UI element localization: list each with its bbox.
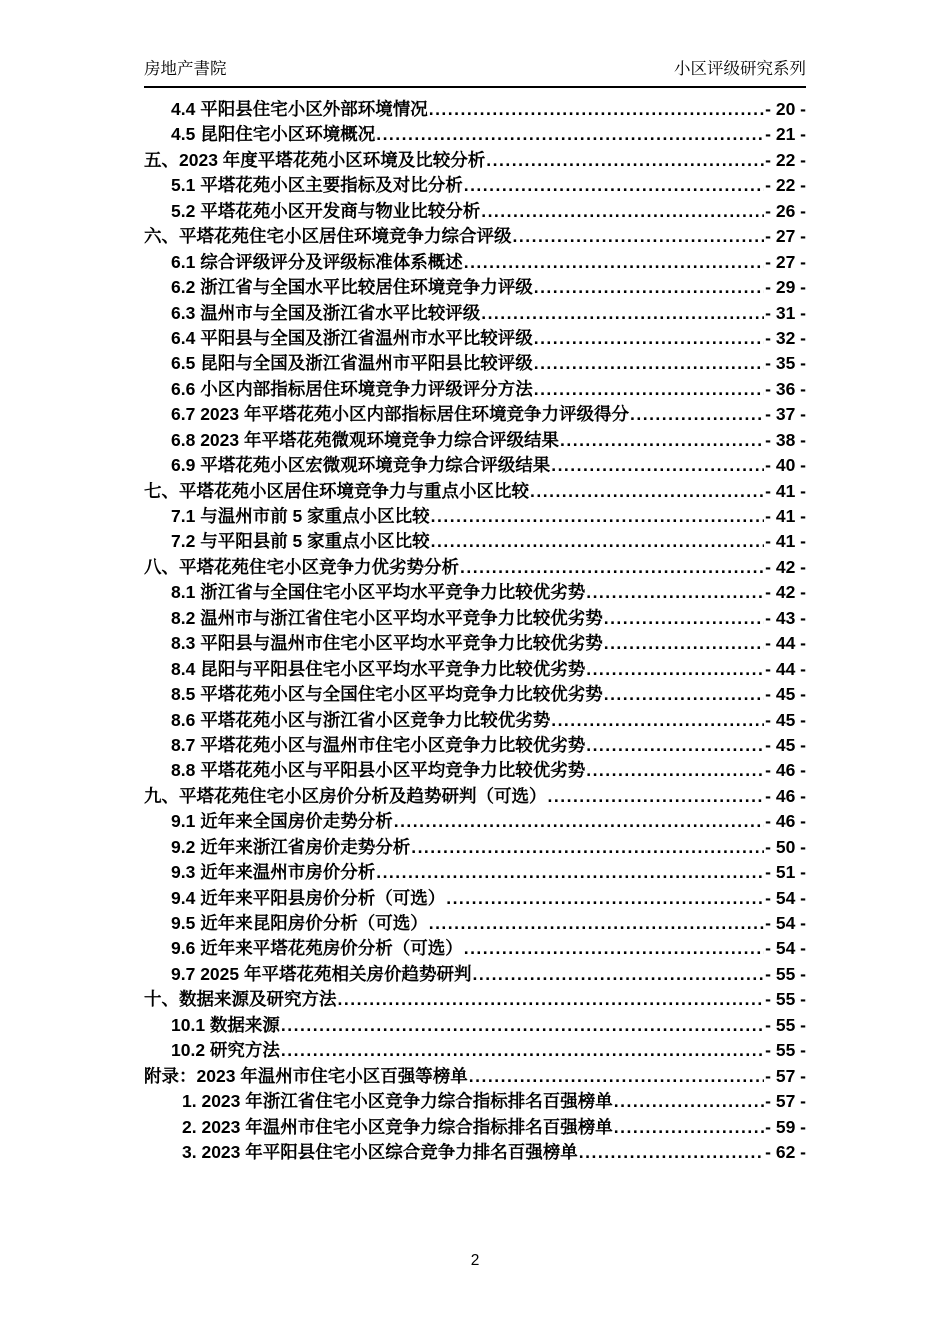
toc-entry-title: 10.1 数据来源 xyxy=(171,1014,280,1035)
toc-entry xyxy=(144,173,806,198)
toc-entry-page-number: - 42 - xyxy=(765,582,806,603)
toc-entry xyxy=(144,428,806,453)
toc-leader-dots xyxy=(394,809,764,834)
toc-entry-title: 9.5 近年来昆阳房价分析（可选） xyxy=(171,913,428,933)
toc-entry xyxy=(144,529,806,554)
toc-entry-title: 1. 2023 年浙江省住宅小区竞争力综合指标排名百强榜单 xyxy=(182,1091,613,1112)
toc-entry-title: 5.1 平塔花苑小区主要指标及对比分析 xyxy=(171,175,463,196)
toc-leader-dots xyxy=(513,224,765,249)
toc-entry-title: 十、数据来源及研究方法 xyxy=(144,989,337,1010)
toc-entry xyxy=(144,1038,806,1063)
toc-leader-dots xyxy=(534,326,764,351)
toc-entry xyxy=(144,1140,806,1165)
toc-leader-dots xyxy=(604,631,764,656)
toc-leader-dots xyxy=(614,1115,764,1140)
toc-entry xyxy=(144,301,806,326)
toc-leader-dots xyxy=(411,835,764,860)
toc-entry-title: 8.7 平塔花苑小区与温州市住宅小区竞争力比较优劣势 xyxy=(171,734,586,755)
toc-entry-page-number: - 46 - xyxy=(765,785,806,806)
toc-entry xyxy=(144,275,806,300)
toc-entry xyxy=(144,122,806,147)
toc-entry-title: 6.2 浙江省与全国水平比较居住环境竞争力评级 xyxy=(171,277,533,298)
toc-entry-page-number: - 32 - xyxy=(765,327,806,348)
toc-entry-title: 附录：2023 年温州市住宅小区百强等榜单 xyxy=(144,1065,468,1086)
toc-entry-title: 九、平塔花苑住宅小区房价分析及趋势研判（可选） xyxy=(144,785,547,806)
toc-entry-page-number: - 36 - xyxy=(765,378,806,399)
toc-leader-dots xyxy=(481,199,764,224)
toc-entry xyxy=(144,97,806,122)
toc-entry-title: 6.6 小区内部指标居住环境竞争力评级评分方法 xyxy=(171,378,533,399)
page-footer xyxy=(0,1252,950,1270)
toc-entry-page-number: - 45 - xyxy=(765,709,806,730)
toc-entry-page-number: - 22 - xyxy=(765,175,806,196)
toc-entry-page-number: - 55 - xyxy=(765,1040,806,1061)
toc-entry-page-number: - 38 - xyxy=(765,429,806,450)
toc-entry-title: 6.4 平阳县与全国及浙江省温州市水平比较评级 xyxy=(171,327,533,348)
toc-leader-dots xyxy=(604,606,764,631)
toc-leader-dots xyxy=(464,936,764,961)
toc-entry-title: 六、平塔花苑住宅小区居住环境竞争力综合评级 xyxy=(144,226,512,247)
toc-entry-page-number: - 54 - xyxy=(765,938,806,959)
toc-entry-page-number: - 45 - xyxy=(765,734,806,755)
toc-entry-page-number: - 46 - xyxy=(765,760,806,781)
toc-entry-page-number: - 41 - xyxy=(765,506,806,526)
toc-leader-dots xyxy=(431,529,764,554)
toc-leader-dots xyxy=(551,708,764,733)
toc-entry xyxy=(144,606,806,631)
toc-entry-page-number: - 44 - xyxy=(765,658,806,679)
toc-entry-title: 9.7 2025 年平塔花苑相关房价趋势研判 xyxy=(171,963,472,984)
toc-entry-title: 6.3 温州市与全国及浙江省水平比较评级 xyxy=(171,302,481,323)
toc-leader-dots xyxy=(534,377,764,402)
toc-entry-title: 6.9 平塔花苑小区宏微观环境竞争力综合评级结果 xyxy=(171,455,551,476)
toc-entry xyxy=(144,555,806,580)
toc-entry xyxy=(144,860,806,885)
toc-leader-dots xyxy=(604,682,764,707)
toc-entry-title: 4.5 昆阳住宅小区环境概况 xyxy=(171,124,376,145)
toc-leader-dots xyxy=(586,657,764,682)
toc-entry xyxy=(144,1013,806,1038)
toc-entry xyxy=(144,351,806,376)
toc-entry-page-number: - 21 - xyxy=(765,124,806,145)
toc-leader-dots xyxy=(376,122,764,147)
toc-entry-page-number: - 57 - xyxy=(765,1065,806,1086)
toc-entry-title: 5.2 平塔花苑小区开发商与物业比较分析 xyxy=(171,200,481,221)
toc-entry xyxy=(144,936,806,961)
footer-page-number: 2 xyxy=(470,1252,480,1269)
toc-entry-page-number: - 35 - xyxy=(765,353,806,374)
toc-leader-dots xyxy=(534,275,764,300)
toc-entry-title: 8.6 平塔花苑小区与浙江省小区竞争力比较优劣势 xyxy=(171,709,551,730)
toc-leader-dots xyxy=(481,301,764,326)
toc-entry-page-number: - 37 - xyxy=(765,404,806,425)
toc-entry-title: 6.7 2023 年平塔花苑小区内部指标居住环境竞争力评级得分 xyxy=(171,404,629,425)
toc-leader-dots xyxy=(579,1140,764,1165)
toc-entry xyxy=(144,708,806,733)
toc-entry-title: 8.5 平塔花苑小区与全国住宅小区平均竞争力比较优劣势 xyxy=(171,684,603,705)
toc-entry-title: 6.8 2023 年平塔花苑微观环境竞争力综合评级结果 xyxy=(171,429,559,450)
toc-entry-page-number: - 27 - xyxy=(765,251,806,272)
toc-leader-dots xyxy=(472,962,764,987)
toc-entry-page-number: - 20 - xyxy=(765,99,806,119)
toc-entry-page-number: - 55 - xyxy=(765,989,806,1010)
toc-entry-page-number: - 41 - xyxy=(765,531,806,552)
toc-entry-page-number: - 31 - xyxy=(765,302,806,323)
toc-entry-title: 7.1 与温州市前 5 家重点小区比较 xyxy=(171,506,430,526)
toc-entry xyxy=(144,250,806,275)
toc-entry-title: 9.1 近年来全国房价走势分析 xyxy=(171,811,393,832)
toc-entry-page-number: - 41 - xyxy=(765,480,806,501)
toc-entry-title: 七、平塔花苑小区居住环境竞争力与重点小区比较 xyxy=(144,480,529,501)
toc-leader-dots xyxy=(586,580,764,605)
toc-entry-title: 8.3 平阳县与温州市住宅小区平均水平竞争力比较优劣势 xyxy=(171,633,603,654)
toc-leader-dots xyxy=(460,555,764,580)
toc-leader-dots xyxy=(548,784,765,809)
toc-entry xyxy=(144,809,806,834)
toc-entry-title: 6.1 综合评级评分及评级标准体系概述 xyxy=(171,251,463,272)
toc-leader-dots xyxy=(630,402,764,427)
toc-entry xyxy=(144,199,806,224)
toc-entry xyxy=(144,987,806,1012)
toc-entry xyxy=(144,835,806,860)
toc-leader-dots xyxy=(464,173,764,198)
toc-entry-page-number: - 54 - xyxy=(765,913,806,933)
toc-entry xyxy=(144,631,806,656)
toc-entry xyxy=(144,402,806,427)
toc-entry-title: 八、平塔花苑住宅小区竞争力优劣势分析 xyxy=(144,556,459,577)
toc-entry-title: 8.2 温州市与浙江省住宅小区平均水平竞争力比较优劣势 xyxy=(171,607,603,628)
toc-entry xyxy=(144,224,806,249)
toc-entry xyxy=(144,580,806,605)
toc-leader-dots xyxy=(431,504,764,529)
page-header xyxy=(144,58,806,88)
toc-entry-title: 五、2023 年度平塔花苑小区环境及比较分析 xyxy=(144,149,486,170)
toc-entry-title: 7.2 与平阳县前 5 家重点小区比较 xyxy=(171,531,430,552)
toc-entry xyxy=(144,1089,806,1114)
toc-leader-dots xyxy=(429,911,764,936)
toc-entry-page-number: - 43 - xyxy=(765,607,806,628)
toc-leader-dots xyxy=(469,1064,764,1089)
toc-leader-dots xyxy=(614,1089,764,1114)
toc-entry xyxy=(144,733,806,758)
toc-entry xyxy=(144,1064,806,1089)
toc-leader-dots xyxy=(446,886,764,911)
toc-leader-dots xyxy=(586,733,764,758)
toc-leader-dots xyxy=(338,987,765,1012)
toc-leader-dots xyxy=(530,479,764,504)
toc-leader-dots xyxy=(534,351,764,376)
toc-entry-page-number: - 44 - xyxy=(765,633,806,654)
toc-entry xyxy=(144,657,806,682)
toc-entry-page-number: - 42 - xyxy=(765,556,806,577)
toc-entry-title: 6.5 昆阳与全国及浙江省温州市平阳县比较评级 xyxy=(171,353,533,374)
toc-entry xyxy=(144,886,806,911)
toc-entry xyxy=(144,911,806,936)
toc-entry xyxy=(144,377,806,402)
toc-entry-page-number: - 62 - xyxy=(765,1141,806,1162)
toc-entry-title: 3. 2023 年平阳县住宅小区综合竞争力排名百强榜单 xyxy=(182,1141,578,1162)
toc-leader-dots xyxy=(281,1038,764,1063)
toc-entry-page-number: - 55 - xyxy=(765,1014,806,1035)
toc-entry xyxy=(144,1115,806,1140)
toc-entry-page-number: - 26 - xyxy=(765,200,806,221)
toc-entry xyxy=(144,453,806,478)
header-right-series: 小区评级研究系列 xyxy=(674,60,806,78)
toc-entry-title: 8.1 浙江省与全国住宅小区平均水平竞争力比较优劣势 xyxy=(171,582,586,603)
toc-leader-dots xyxy=(429,97,764,122)
toc-entry xyxy=(144,784,806,809)
toc-entry-title: 2. 2023 年温州市住宅小区竞争力综合指标排名百强榜单 xyxy=(182,1116,613,1137)
toc-entry-page-number: - 45 - xyxy=(765,684,806,705)
toc-entry-page-number: - 27 - xyxy=(765,226,806,247)
toc-leader-dots xyxy=(560,428,764,453)
toc-entry xyxy=(144,682,806,707)
toc-entry xyxy=(144,758,806,783)
toc-entry-page-number: - 46 - xyxy=(765,811,806,832)
toc-entry-title: 9.3 近年来温州市房价分析 xyxy=(171,862,376,883)
toc-leader-dots xyxy=(551,453,764,478)
toc-leader-dots xyxy=(281,1013,764,1038)
toc-entry-page-number: - 51 - xyxy=(765,862,806,883)
toc-leader-dots xyxy=(464,250,764,275)
toc-leader-dots xyxy=(376,860,764,885)
toc-entry-page-number: - 22 - xyxy=(765,149,806,170)
toc-entry-page-number: - 57 - xyxy=(765,1091,806,1112)
toc-entry-page-number: - 55 - xyxy=(765,963,806,984)
table-of-contents xyxy=(144,97,806,1165)
toc-entry-title: 8.4 昆阳与平阳县住宅小区平均水平竞争力比较优劣势 xyxy=(171,658,586,679)
toc-entry xyxy=(144,326,806,351)
toc-entry-page-number: - 59 - xyxy=(765,1116,806,1137)
toc-entry-title: 9.6 近年来平塔花苑房价分析（可选） xyxy=(171,938,463,959)
toc-entry xyxy=(144,504,806,529)
header-left-brand: 房地产書院 xyxy=(144,60,227,78)
toc-entry-title: 9.4 近年来平阳县房价分析（可选） xyxy=(171,887,446,908)
toc-entry-title: 4.4 平阳县住宅小区外部环境情况 xyxy=(171,99,428,119)
toc-entry-page-number: - 54 - xyxy=(765,887,806,908)
toc-leader-dots xyxy=(586,758,764,783)
toc-entry-page-number: - 40 - xyxy=(765,455,806,476)
toc-entry-title: 10.2 研究方法 xyxy=(171,1040,280,1061)
toc-leader-dots xyxy=(486,148,764,173)
toc-entry-title: 8.8 平塔花苑小区与平阳县小区平均竞争力比较优劣势 xyxy=(171,760,586,781)
toc-entry-title: 9.2 近年来浙江省房价走势分析 xyxy=(171,836,411,857)
toc-entry xyxy=(144,148,806,173)
toc-entry-page-number: - 29 - xyxy=(765,277,806,298)
toc-entry xyxy=(144,962,806,987)
toc-entry xyxy=(144,479,806,504)
toc-entry-page-number: - 50 - xyxy=(765,836,806,857)
